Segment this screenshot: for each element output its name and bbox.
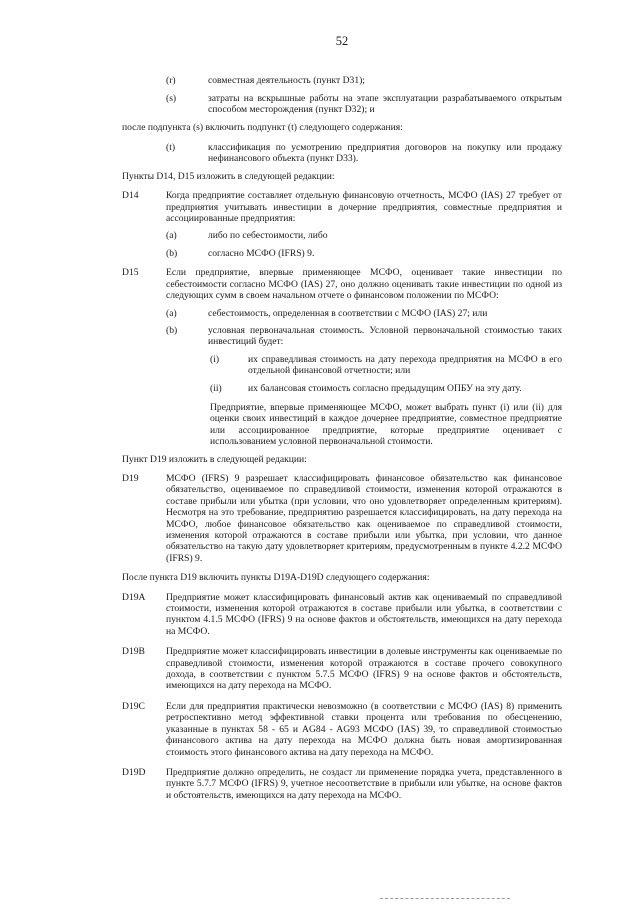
- paragraph-number: D15: [122, 267, 139, 279]
- list-item-a: [166, 230, 562, 241]
- item-text: себестоимость, определенная в соответствии с МСФО (IAS) 27; или: [208, 307, 488, 319]
- paragraph-text: Предприятие может классифицировать инвестиции в долевые инструменты как оцениваемые по справедливой стоимости, изменения которой отражаются в составе прочего совокупного дохода, в соответствии с пунктом 5.7.5 МСФО (IFRS) 9 на основе фактов и обстоятельств, имеющихся на дату перехода на МСФО.: [166, 646, 562, 692]
- item-text: условная первоначальная стоимость. Условной первоначальной стоимостью таких инвестиций будет:: [208, 324, 562, 348]
- paragraph-number: D19C: [122, 700, 145, 712]
- paragraph-d19a: [122, 592, 562, 638]
- item-text: их балансовая стоимость согласно предыдущим ОПБУ на эту дату.: [248, 382, 522, 394]
- list-item-t: [166, 142, 562, 165]
- item-label: (b): [166, 247, 178, 259]
- paragraph-text: Предприятие должно определить, не создаст ли применение порядка учета, представленного в пункте 5.7.7 МСФО (IFRS) 9, учетное несоответствие в прибыли или убытке, на основе фактов и обстоятельств, имеющихся на дату перехода на МСФО.: [166, 766, 562, 801]
- list-item-r: [166, 75, 562, 86]
- indented-paragraph: Предприятие, впервые применяющее МСФО, может выбрать пункт (i) или (ii) для оценки своих инвестиций в каждое дочернее предприятие, совместное предприятие или ассоциированное предприятие, которые предприятие оценивает с использованием условной первоначальной стоимости.: [210, 401, 562, 448]
- item-text: либо по себестоимости, либо: [208, 230, 328, 242]
- paragraph-text: Если для предприятия практически невозможно (в соответствии с МСФО (IAS) 8) применить ретроспективно метод эффективной ставки процента или требования по обесценению, указанные в пунктах 58 - 65 и AG84 - AG93 МСФО (IAS) 39, то справедливой стоимостью финансового актива на дату перехода на МСФО должна быть новая амортизированная стоимость этого финансового актива на дату перехода на МСФО.: [166, 700, 562, 758]
- item-text: затраты на вскрышные работы на этапе эксплуатации разрабатываемого открытым способом месторождения (пункт D32); и: [208, 92, 562, 116]
- list-item-a: [166, 308, 562, 319]
- paragraph-number: D14: [122, 190, 139, 202]
- item-label: (t): [166, 142, 176, 154]
- paragraph-d19c: [122, 701, 562, 758]
- instruction-paragraph: Пункт D19 изложить в следующей редакции:: [122, 453, 307, 465]
- paragraph-d19: [122, 473, 562, 564]
- sublist-item-ii: [210, 383, 562, 394]
- instruction-paragraph: После пункта D19 включить пункты D19A-D19D следующего содержания:: [122, 572, 430, 584]
- instruction-paragraph: Пункты D14, D15 изложить в следующей редакции:: [122, 170, 335, 182]
- paragraph-number: D19: [122, 472, 139, 484]
- paragraph-text: Когда предприятие составляет отдельную финансовую отчетность, МСФО (IAS) 27 требует от предприятия учитывать инвестиции в дочерние предприятия, совместные предприятия и ассоциированные предприятия:: [166, 190, 562, 225]
- item-text: классификация по усмотрению предприятия договоров на покупку или продажу нефинансового объекта (пункт D33).: [208, 142, 562, 165]
- bottom-divider: [380, 898, 510, 899]
- item-label: (i): [210, 353, 220, 365]
- paragraph-text: Предприятие может классифицировать финансовый актив как оцениваемый по справедливой стоимости, изменения которой отражаются в составе прибыли или убытка, в соответствии с пунктом 4.1.5 МСФО (IFRS) 9 на основе фактов и обстоятельств, имеющихся на дату перехода на МСФО.: [166, 591, 562, 637]
- paragraph-text: Если предприятие, впервые применяющее МСФО, оценивает такие инвестиции по себестоимости согласно МСФО (IAS) 27, оно должно оценивать такие инвестиции по одной из следующих сумм в своем начальном отчете о финансовом положении по МСФО:: [166, 267, 562, 302]
- paragraph-d15: [122, 267, 562, 301]
- paragraph-d19b: [122, 646, 562, 692]
- paragraph-d14: [122, 190, 562, 224]
- page-number: 52: [335, 34, 349, 48]
- item-label: (a): [166, 230, 177, 242]
- paragraph-d19d: [122, 767, 562, 801]
- instruction-paragraph: после подпункта (s) включить подпункт (t) следующего содержания:: [122, 121, 403, 133]
- item-label: (r): [166, 75, 176, 87]
- paragraph-text: МСФО (IFRS) 9 разрешает классифицировать финансовое обязательство как финансовое обязательство, оцениваемое по справедливой стоимости, изменения которой отражаются в составе прибыли или убытка (при условии, что оно удовлетворяет определенным критериям). Несмотря на это требование, предприятию разрешается классифицировать, на дату перехода на МСФО, любое финансовое обязательство как оцениваемое по справедливой стоимости, изменения которой отражаются в составе прибыли или убытка, при условии, что данное обязательство на такую дату удовлетворяет критериям, предусмотренным в пункте 4.2.2 МСФО (IFRS) 9.: [166, 472, 562, 564]
- sublist-item-i: [210, 354, 562, 377]
- list-item-s: [166, 93, 562, 116]
- paragraph-number: D19A: [122, 591, 146, 603]
- item-label: (s): [166, 92, 177, 104]
- list-item-b: [166, 325, 562, 348]
- item-label: (a): [166, 307, 177, 319]
- item-text: их справедливая стоимость на дату перехода предприятия на МСФО в его отдельной финансовой отчетности; или: [248, 353, 562, 377]
- item-label: (b): [166, 324, 178, 336]
- paragraph-number: D19B: [122, 646, 145, 658]
- item-text: согласно МСФО (IFRS) 9.: [208, 247, 315, 259]
- item-text: совместная деятельность (пункт D31);: [208, 75, 365, 87]
- paragraph-number: D19D: [122, 766, 146, 778]
- list-item-b: [166, 248, 562, 259]
- item-label: (ii): [210, 382, 222, 394]
